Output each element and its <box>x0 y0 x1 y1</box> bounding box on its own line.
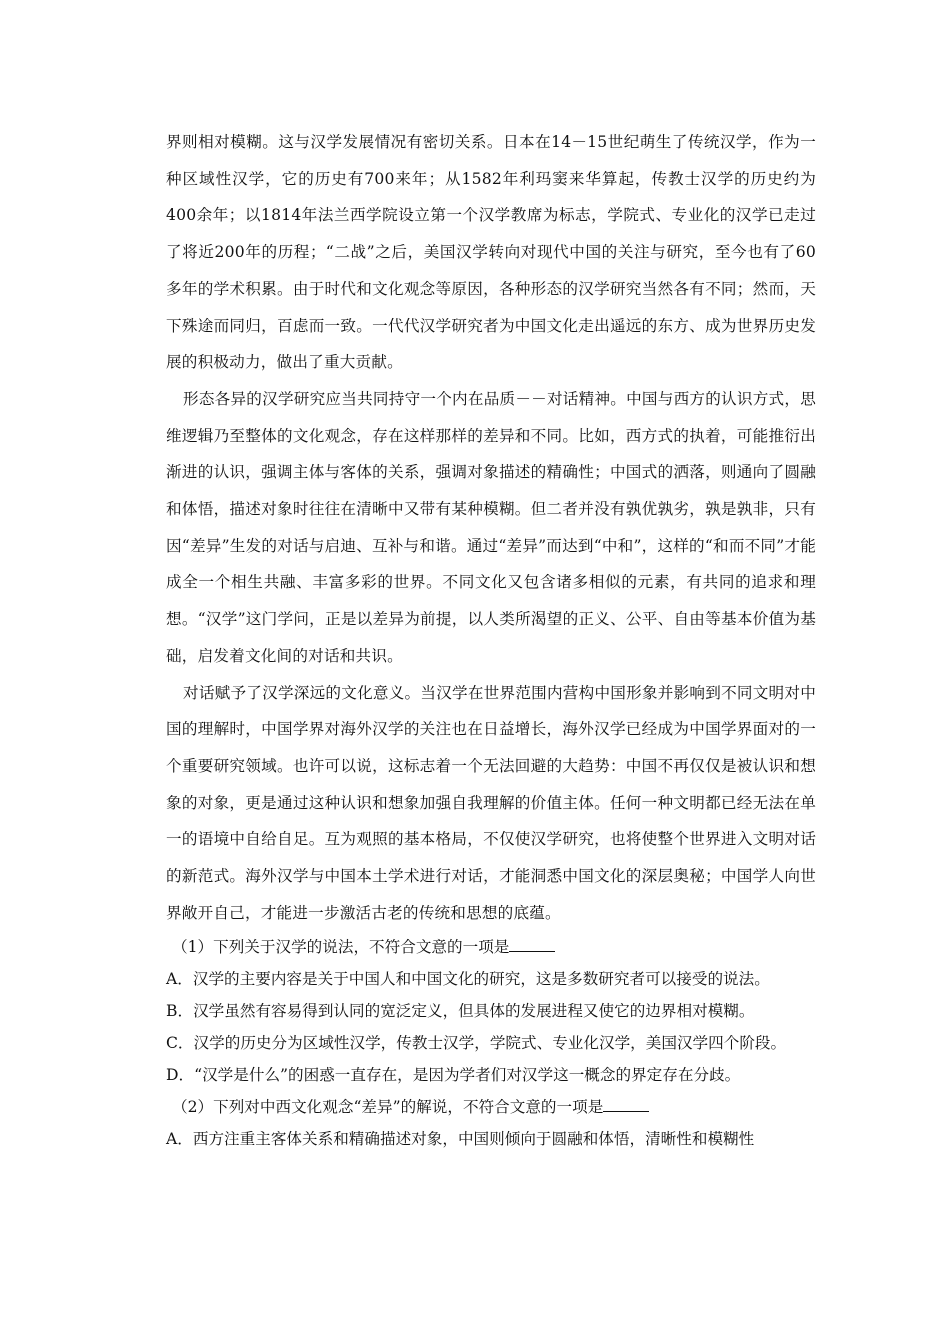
question-1-stem <box>166 931 816 963</box>
question-2 <box>166 1091 816 1155</box>
option-text: 汉学的主要内容是关于中国人和中国文化的研究，这是多数研究者可以接受的说法。 <box>192 970 770 989</box>
passage-paragraph-1: 界则相对模糊。这与汉学发展情况有密切关系。日本在14－15世纪萌生了传统汉学，作为一种区域性汉学，它的历史有700来年；从1582年利玛窦来华算起，传教士汉学的历史约为400余年；以1814年法兰西学院设立第一个汉学教席为标志，学院式、专业化的汉学已走过了将近200年的历程；“二战”之后，美国汉学转向对现代中国的关注与研究，至今也有了60多年的学术积累。由于时代和文化观念等原因，各种形态的汉学研究当然各有不同；然而，天下殊途而同归，百虑而一致。一代代汉学研究者为中国文化走出遥远的东方、成为世界历史发展的积极动力，做出了重大贡献。 <box>166 133 816 372</box>
answer-blank-2 <box>603 1097 649 1112</box>
option-label: A． <box>166 1130 193 1149</box>
option-text: 西方注重主客体关系和精确描述对象，中国则倾向于圆融和体悟，清晰性和模糊性 <box>192 1130 755 1149</box>
question-2-stem <box>166 1091 816 1123</box>
answer-blank-1 <box>509 937 555 952</box>
question-1-option-a <box>166 963 816 995</box>
question-2-option-a <box>166 1123 816 1155</box>
question-1-option-c <box>166 1027 816 1059</box>
passage-paragraph-3: 对话赋予了汉学深远的文化意义。当汉学在世界范围内营构中国形象并影响到不同文明对中国的理解时，中国学界对海外汉学的关注也在日益增长，海外汉学已经成为中国学界面对的一个重要研究领域。也许可以说，这标志着一个无法回避的大趋势：中国不再仅仅是被认识和想象的对象，更是通过这种认识和想象加强自我理解的价值主体。任何一种文明都已经无法在单一的语境中自给自足。互为观照的基本格局，不仅使汉学研究，也将使整个世界进入文明对话的新范式。海外汉学与中国本土学术进行对话，才能洞悉中国文化的深层奥秘；中国学人向世界敞开自己，才能进一步激活古老的传统和思想的底蕴。 <box>166 683 816 922</box>
question-1-option-b <box>166 995 816 1027</box>
question-1-option-d <box>166 1059 816 1091</box>
option-label: C． <box>166 1034 194 1053</box>
question-2-stem-text: （2）下列对中西文化观念“差异”的解说，不符合文意的一项是 <box>172 1098 604 1117</box>
question-1-stem-text: （1）下列关于汉学的说法，不符合文意的一项是 <box>172 938 510 957</box>
option-text: 汉学的历史分为区域性汉学，传教士汉学，学院式、专业化汉学，美国汉学四个阶段。 <box>193 1034 787 1053</box>
question-1 <box>166 931 816 1091</box>
option-text: 汉学虽然有容易得到认同的宽泛定义，但具体的发展进程又使它的边界相对模糊。 <box>193 1002 755 1021</box>
option-text: “汉学是什么”的困惑一直存在，是因为学者们对汉学这一概念的界定存在分歧。 <box>194 1066 741 1085</box>
option-label: D． <box>166 1066 195 1085</box>
document-body <box>166 124 816 1155</box>
option-label: A． <box>166 970 193 989</box>
passage-paragraph-2: 形态各异的汉学研究应当共同持守一个内在品质－－对话精神。中国与西方的认识方式，思维逻辑乃至整体的文化观念，存在这样那样的差异和不同。比如，西方式的执着，可能推衍出渐进的认识，强调主体与客体的关系，强调对象描述的精确性；中国式的洒落，则通向了圆融和体悟，描述对象时往往在清晰中又带有某种模糊。但二者并没有孰优孰劣，孰是孰非，只有因“差异”生发的对话与启迪、互补与和谐。通过“差异”而达到“中和”，这样的“和而不同”才能成全一个相生共融、丰富多彩的世界。不同文化又包含诸多相似的元素，有共同的追求和理想。“汉学”这门学问，正是以差异为前提，以人类所渴望的正义、公平、自由等基本价值为基础，启发着文化间的对话和共识。 <box>166 389 816 665</box>
option-label: B． <box>166 1002 194 1021</box>
